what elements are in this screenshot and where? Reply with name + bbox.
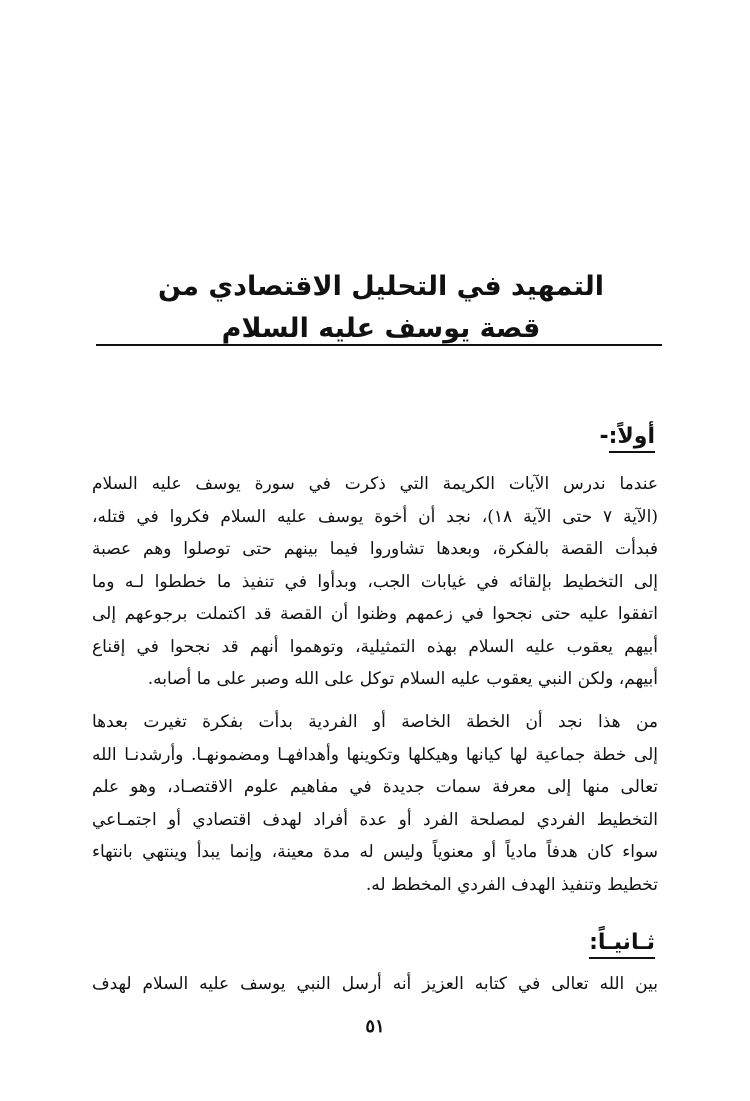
section-heading-second: [589, 928, 655, 958]
chapter-title-line-1: التمهيد في التحليل الاقتصادي من: [158, 271, 604, 302]
paragraph-line: عندما ندرس الآيات الكريمة التي ذكرت في سورة يوسف عليه السلام: [92, 474, 658, 494]
paragraph-line: أبيهم يعقوب عليه السلام بهذه التمثيلية، وتوهموا أنهم قد نجحوا في إقناع: [92, 636, 658, 657]
chapter-title-line-2: قصة يوسف عليه السلام: [221, 313, 541, 344]
paragraph-line: فبدأت القصة بالفكرة، وبعدها تشاوروا فيما بينهم حتى توصلوا وهم عصبة: [92, 539, 658, 559]
section-heading-first-text: أولاً:: [609, 424, 655, 453]
paragraph-2: [92, 706, 658, 901]
paragraph-line: بين الله تعالى في كتابه العزيز أنه أرسل النبي يوسف عليه السلام لهدف: [92, 974, 658, 994]
paragraph-line: من هذا نجد أن الخطة الخاصة أو الفردية بدأت بفكرة تغيرت بعدها: [92, 712, 658, 732]
paragraph-line: (الآية ٧ حتى الآية ١٨)، نجد أن أخوة يوسف عليه السلام فكروا في قتله،: [92, 506, 658, 527]
paragraph-line: سواء كان هدفاً مادياً أو معنوياً وليس له مدة معينة، وإنما يبدأ وينتهي بانتهاء: [92, 842, 658, 862]
paragraph-3: [92, 968, 658, 1001]
paragraph-line: إلى خطة جماعية لها كيانها وهيكلها وتكوينها وأهدافهـا ومضمونهـا. وأرشدنـا الله: [92, 744, 658, 765]
section-heading-first: [599, 422, 655, 452]
paragraph-line: أبيهم، ولكن النبي يعقوب عليه السلام توكل على الله وصبر على ما أصابه.: [147, 669, 658, 689]
section-heading-second-text: ثـانيـاً:: [589, 930, 655, 959]
title-underline: [96, 344, 662, 346]
page-number: ٥١: [365, 1016, 385, 1037]
paragraph-1: [92, 468, 658, 696]
paragraph-line: تعالى منها إلى معرفة سمات جديدة في مفاهيم علوم الاقتصـاد، وهو علم: [92, 777, 658, 797]
paragraph-line: إلى التخطيط بإلقائه في غيابات الجب، وبدأوا في تنفيذ ما خططوا لـه وما: [92, 571, 658, 592]
chapter-title: [100, 266, 662, 350]
paragraph-line: تخطيط وتنفيذ الهدف الفردي المخطط له.: [365, 874, 658, 895]
section-heading-marker: -: [599, 424, 609, 449]
paragraph-line: اتفقوا عليه حتى نجحوا في زعمهم وظنوا أن القصة قد اكتملت برجوعهم إلى: [92, 604, 658, 624]
paragraph-line: التخطيط الفردي لمصلحة الفرد أو عدة أفراد لهدف اقتصادي أو اجتمـاعي: [92, 809, 658, 830]
